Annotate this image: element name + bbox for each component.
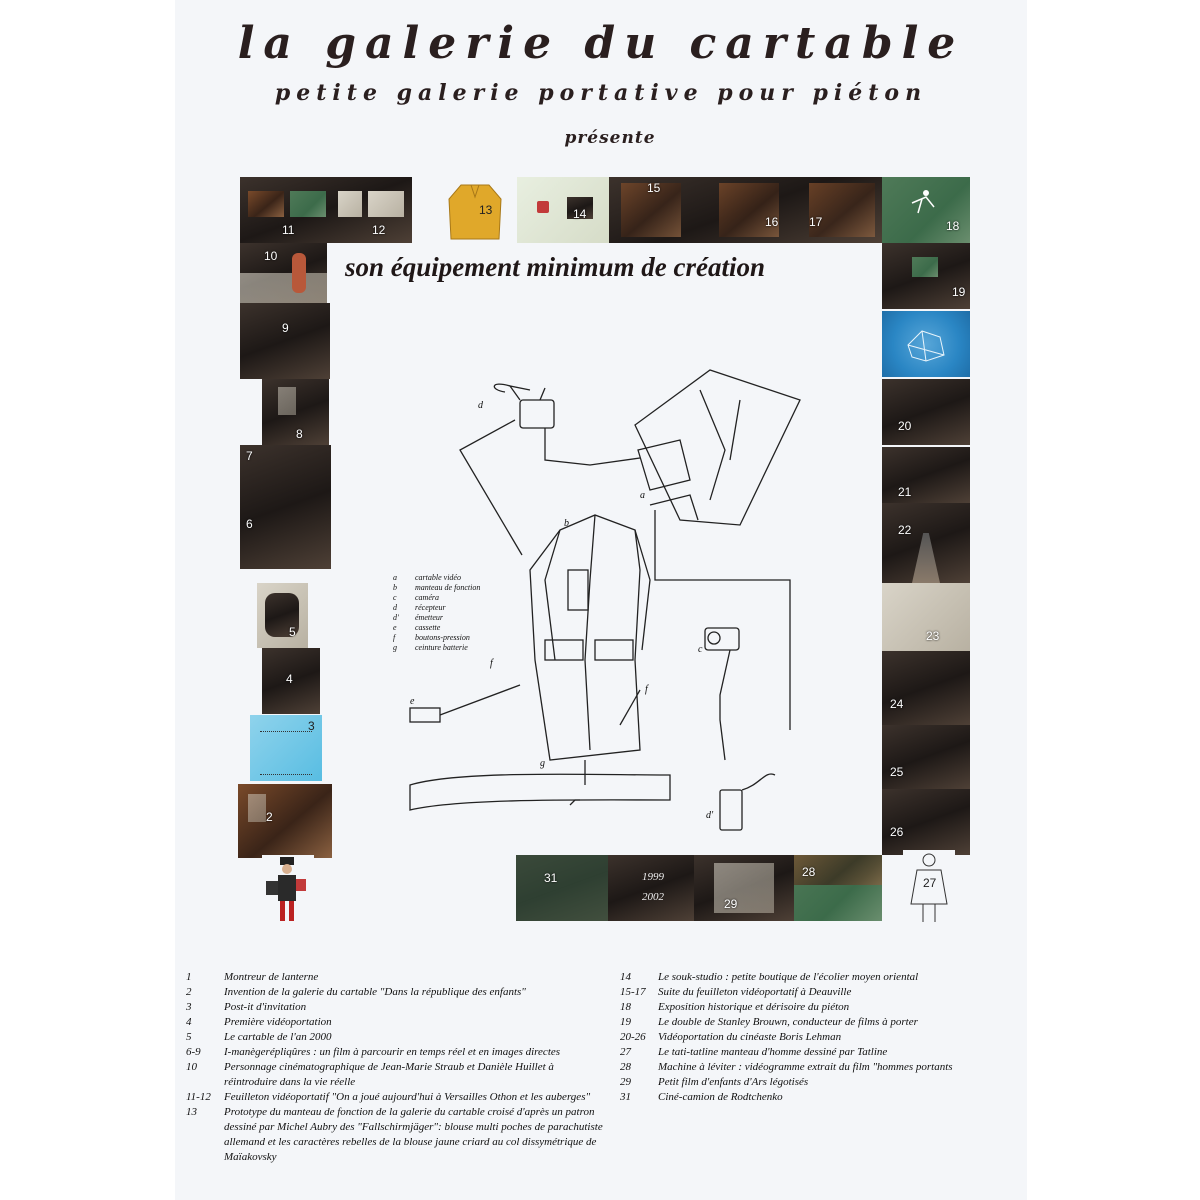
photo-number-12: 12 (372, 223, 386, 237)
photo-number-4: 4 (286, 672, 293, 686)
legend-item (620, 1045, 1010, 1060)
legend-number: 27 (620, 1046, 631, 1058)
label-g: g (540, 758, 545, 769)
photo-1-montreur-de-lanterne (262, 855, 314, 925)
network-sketch-icon (882, 311, 970, 377)
legend-item (186, 1015, 606, 1030)
presents-text: présente (564, 128, 656, 148)
legend-item (620, 1075, 1010, 1090)
photo-number-26: 26 (890, 825, 904, 839)
legend-text: boutons-pression (415, 633, 470, 642)
photo-number-5: 5 (289, 625, 296, 639)
photo-14-souk-studio (517, 177, 609, 243)
legend-text: Invention de la galerie du cartable "Dans la république des enfants" (224, 986, 526, 998)
diagram-legend-item (393, 633, 480, 643)
legend-number: b (393, 583, 397, 592)
legend-text: Le souk-studio : petite boutique de l'écolier moyen oriental (658, 971, 919, 983)
diagram-legend-item (393, 643, 480, 653)
legend-number: 11-12 (186, 1091, 211, 1103)
photo-20-lehman (882, 379, 970, 445)
legend-text: Petit film d'enfants d'Ars légotisés (658, 1076, 809, 1088)
photo-number-8: 8 (296, 427, 303, 441)
legend-item (186, 1060, 606, 1090)
legend-item (620, 1000, 1010, 1015)
yellow-coat-icon (445, 177, 505, 247)
legend-number: 5 (186, 1031, 192, 1043)
legend-item (186, 985, 606, 1000)
legend-item (186, 1000, 606, 1015)
legend-left (186, 970, 606, 1165)
poster-subtitle: petite galerie portative pour piéton (274, 80, 928, 106)
photo-number-23: 23 (926, 629, 940, 643)
legend-right (620, 970, 1010, 1105)
legend-number: f (393, 633, 396, 642)
legend-text: manteau de fonction (415, 583, 481, 592)
legend-number: 28 (620, 1061, 631, 1073)
diagram-legend-item (393, 623, 480, 633)
photo-number-31: 31 (544, 871, 558, 885)
legend-number: d' (393, 613, 399, 622)
legend-number: 6-9 (186, 1046, 201, 1058)
legend-number: d (393, 603, 397, 612)
pedestrian-sketch-icon (882, 177, 970, 243)
legend-number: 15-17 (620, 986, 646, 998)
photo-number-24: 24 (890, 697, 904, 711)
legend-text: Montreur de lanterne (224, 971, 319, 983)
photo-number-10: 10 (264, 249, 278, 263)
photo-24-lehman (882, 651, 970, 725)
legend-item (186, 970, 606, 985)
legend-item (620, 1015, 1010, 1030)
legend-text: Personnage cinématographique de Jean-Marie Straub et Danièle Huillet à réintroduire dans la vie réelle (224, 1061, 554, 1088)
legend-number: 13 (186, 1106, 197, 1118)
photo-number-11: 11 (282, 223, 295, 237)
legend-number: c (393, 593, 397, 602)
photo-number-28: 28 (802, 865, 816, 879)
legend-text: Machine à léviter : vidéogramme extrait du film "hommes portants (658, 1061, 953, 1073)
photo-4-videoportation (262, 648, 320, 714)
legend-text: émetteur (415, 613, 443, 622)
legend-text: Feuilleton vidéoportatif "On a joué aujourd'hui à Versailles Othon et les auberges" (224, 1091, 591, 1103)
legend-number: 4 (186, 1016, 192, 1028)
legend-number: 14 (620, 971, 631, 983)
photo-number-7: 7 (246, 449, 253, 463)
photo-number-9: 9 (282, 321, 289, 335)
legend-text: cartable vidéo (415, 573, 461, 582)
legend-text: Le tati-tatline manteau d'homme dessiné par Tatline (658, 1046, 888, 1058)
legend-number: 3 (186, 1001, 192, 1013)
photo-2-invention (238, 784, 332, 858)
photo-11-12-strip (240, 177, 412, 243)
photo-21-lehman (882, 447, 970, 503)
legend-number: 18 (620, 1001, 631, 1013)
label-d-prime: d' (706, 810, 714, 821)
photo-number-3: 3 (308, 719, 315, 733)
photo-8-manege (262, 379, 329, 445)
legend-number: 10 (186, 1061, 197, 1073)
year-start: 1999 (642, 871, 664, 883)
label-f-right: f (645, 684, 648, 695)
poster-title: la galerie du cartable (237, 18, 965, 69)
diagram-legend-item (393, 613, 480, 623)
label-b: b (564, 518, 569, 529)
photo-31-cine-camion (516, 855, 608, 921)
photo-number-25: 25 (890, 765, 904, 779)
photo-29-ars (694, 855, 794, 921)
legend-number: 29 (620, 1076, 631, 1088)
legend-text: ceinture batterie (415, 643, 468, 652)
photo-23-lehman (882, 583, 970, 651)
photo-number-6: 6 (246, 517, 253, 531)
photo-13-yellow-coat (445, 177, 505, 247)
photo-number-2: 2 (266, 810, 273, 824)
lantern-showman-icon (262, 855, 314, 925)
legend-item (620, 1060, 1010, 1075)
photo-number-14: 14 (573, 207, 587, 221)
legend-item (186, 1105, 606, 1165)
legend-number: 19 (620, 1016, 631, 1028)
photo-6-7-manege (240, 445, 331, 569)
photo-25-lehman (882, 725, 970, 789)
legend-text: caméra (415, 593, 439, 602)
legend-text: Post-it d'invitation (224, 1001, 307, 1013)
legend-text: Première vidéoportation (224, 1016, 332, 1028)
legend-item (186, 1030, 606, 1045)
photo-number-16: 16 (765, 215, 779, 229)
diagram-legend (393, 573, 480, 653)
photo-years (608, 855, 694, 921)
legend-text: Exposition historique et dérisoire du piéton (658, 1001, 850, 1013)
legend-text: cassette (415, 623, 441, 632)
legend-text: Vidéoportation du cinéaste Boris Lehman (658, 1031, 842, 1043)
legend-item (186, 1045, 606, 1060)
photo-number-13: 13 (479, 203, 493, 217)
legend-text: I-manègerépliqûres : un film à parcourir en temps réel et en images directes (224, 1046, 561, 1058)
photo-number-27: 27 (923, 876, 937, 890)
photo-number-18: 18 (946, 219, 960, 233)
legend-number: 2 (186, 986, 192, 998)
diagram-legend-item (393, 603, 480, 613)
legend-item (620, 985, 1010, 1000)
diagram-legend-item (393, 583, 480, 593)
legend-text: Ciné-camion de Rodtchenko (658, 1091, 783, 1103)
photo-blue-diagram (882, 311, 970, 377)
legend-number: g (393, 643, 397, 652)
legend-text: Le cartable de l'an 2000 (224, 1031, 332, 1043)
diagram-legend-item (393, 593, 480, 603)
diagram-legend-item (393, 573, 480, 583)
legend-text: Prototype du manteau de fonction de la galerie du cartable croisé d'après un patron dessiné par Michel Aubry des "Fallschirmjäger": blouse multi poches de parachutiste allemand et les caractères rebelles de la blouse jaune criard au col dissymétrique de Maïakovsky (224, 1106, 603, 1163)
main-caption: son équipement minimum de création (345, 252, 766, 282)
legend-number: 31 (620, 1091, 631, 1103)
label-e: e (410, 696, 415, 707)
legend-text: récepteur (415, 603, 446, 612)
photo-26-lehman (882, 789, 970, 855)
photo-10-straub-huillet (240, 243, 327, 303)
legend-text: Suite du feuilleton vidéoportatif à Deauville (658, 986, 852, 998)
photo-15-17-deauville (609, 177, 882, 243)
label-f: f (490, 658, 493, 669)
photo-number-21: 21 (898, 485, 912, 499)
legend-number: e (393, 623, 397, 632)
photo-27-tati-tatline (903, 850, 955, 926)
photo-22-lehman (882, 503, 970, 583)
legend-number: 1 (186, 971, 192, 983)
photo-number-20: 20 (898, 419, 912, 433)
legend-item (620, 970, 1010, 985)
photo-number-15: 15 (647, 181, 661, 195)
legend-item (620, 1090, 1010, 1105)
label-c: c (698, 644, 703, 655)
photo-number-17: 17 (809, 215, 823, 229)
photo-number-19: 19 (952, 285, 966, 299)
photo-number-29: 29 (724, 897, 738, 911)
label-d: d (478, 400, 483, 411)
photo-5-cartable-2000 (257, 583, 308, 648)
legend-number: 20-26 (620, 1031, 646, 1043)
photo-28-machine-a-leviter (794, 855, 882, 921)
legend-item (186, 1090, 606, 1105)
label-a: a (640, 490, 645, 501)
photo-9-manege (240, 303, 330, 379)
photo-18-exposition (882, 177, 970, 243)
photo-3-post-it (250, 715, 322, 781)
photo-number-22: 22 (898, 523, 912, 537)
year-end: 2002 (642, 891, 664, 903)
legend-item (620, 1030, 1010, 1045)
legend-text: Le double de Stanley Brouwn, conducteur de films à porter (658, 1016, 918, 1028)
legend-number: a (393, 573, 397, 582)
